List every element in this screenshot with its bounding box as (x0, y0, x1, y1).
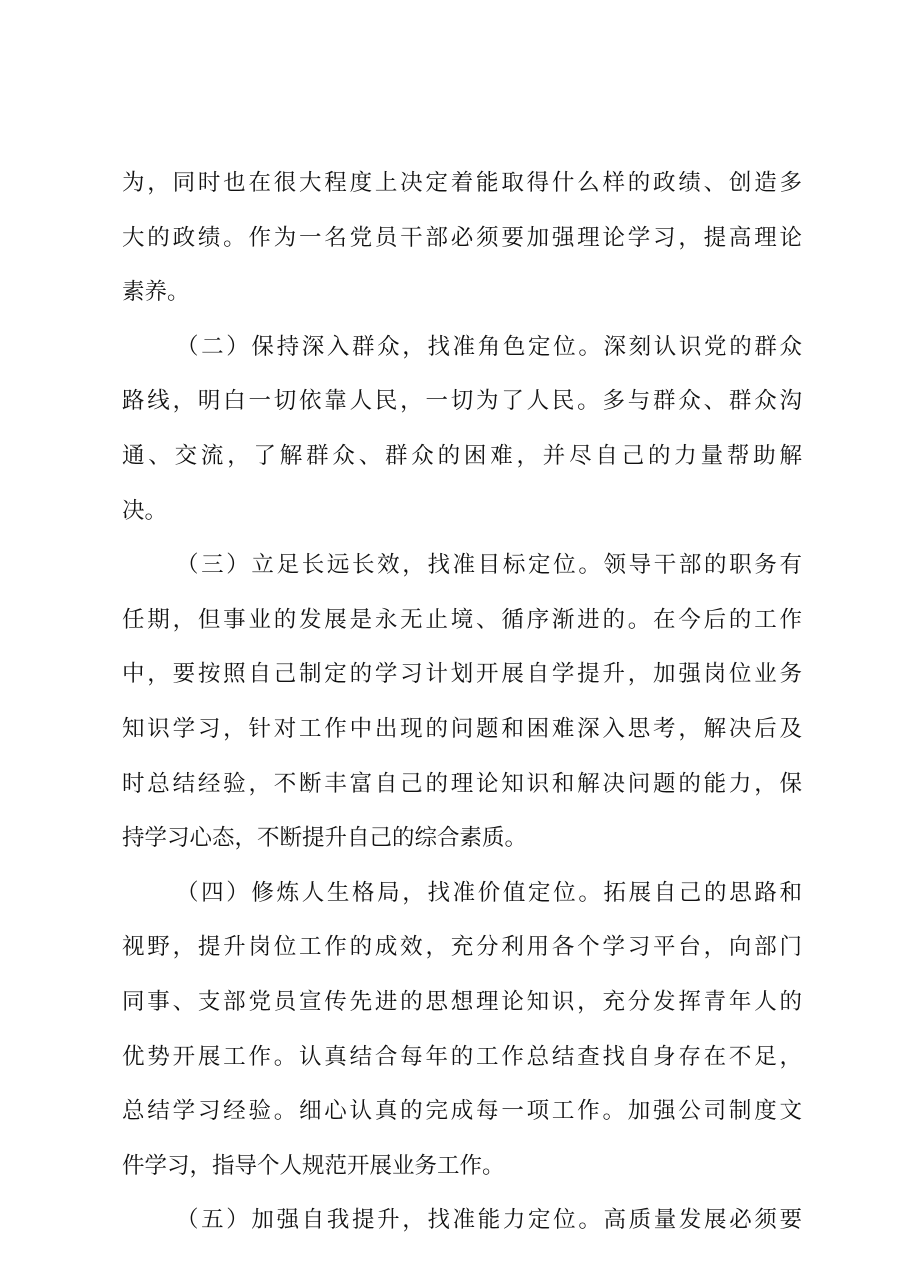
text-line: 通、交流，了解群众、群众的困难，并尽自己的力量帮助解 (122, 442, 802, 469)
text-line: 中，要按照自己制定的学习计划开展自学提升，加强岗位业务 (122, 661, 802, 688)
document-body (122, 156, 802, 1248)
text-line: 素养。 (122, 279, 190, 306)
text-line: 持学习心态，不断提升自己的综合素质。 (122, 825, 528, 852)
paragraph-first-line: （五）加强自我提升，找准能力定位。高质量发展必须要 (176, 1207, 802, 1234)
text-line: 时总结经验，不断丰富自己的理论知识和解决问题的能力，保 (122, 770, 802, 797)
text-line: 知识学习，针对工作中出现的问题和困难深入思考，解决后及 (122, 715, 802, 742)
paragraph-first-line: （三）立足长远长效，找准目标定位。领导干部的职务有 (176, 552, 802, 579)
text-line: 同事、支部党员宣传先进的思想理论知识，充分发挥青年人的 (122, 988, 802, 1015)
text-line: 为，同时也在很大程度上决定着能取得什么样的政绩、创造多 (122, 170, 802, 196)
text-line: 优势开展工作。认真结合每年的工作总结查找自身存在不足， (122, 1043, 802, 1070)
paragraph-first-line: （四）修炼人生格局，找准价值定位。拓展自己的思路和 (176, 879, 802, 906)
text-line: 路线，明白一切依靠人民，一切为了人民。多与群众、群众沟 (122, 388, 802, 415)
text-line: 总结学习经验。细心认真的完成每一项工作。加强公司制度文 (122, 1098, 802, 1125)
text-line: 任期，但事业的发展是永无止境、循序渐进的。在今后的工作 (122, 606, 802, 633)
text-line: 决。 (122, 497, 168, 524)
text-line: 件学习，指导个人规范开展业务工作。 (122, 1152, 505, 1179)
paragraph-first-line: （二）保持深入群众，找准角色定位。深刻认识党的群众 (176, 333, 802, 360)
text-line: 大的政绩。作为一名党员干部必须要加强理论学习，提高理论 (122, 224, 802, 251)
text-line: 视野，提升岗位工作的成效，充分利用各个学习平台，向部门 (122, 934, 802, 961)
